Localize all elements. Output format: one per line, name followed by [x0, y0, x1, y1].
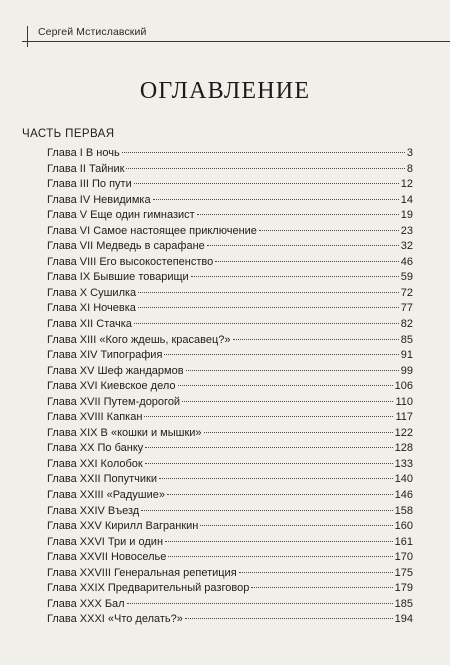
toc-entry-title: Глава VIII Его высокостепенство — [47, 255, 214, 268]
toc-entry-page: 3 — [406, 147, 413, 159]
toc-dot-leader — [204, 432, 393, 433]
toc-entry-title: Глава II Тайник — [47, 162, 125, 175]
toc-entry-page: 19 — [400, 209, 413, 222]
toc-entry-title: Глава VI Самое настоящее приключение — [47, 224, 257, 237]
toc-entry — [47, 472, 413, 488]
toc-entry — [47, 193, 413, 209]
toc-entry-title: Глава X Сушилка — [47, 286, 137, 299]
toc-entry-page: 185 — [394, 597, 413, 610]
toc-entry — [47, 566, 413, 582]
toc-dot-leader — [191, 276, 399, 277]
toc-entry-page: 72 — [400, 286, 413, 299]
toc-dot-leader — [127, 603, 393, 604]
toc-entry-page: 194 — [394, 613, 413, 626]
toc-dot-leader — [134, 323, 399, 324]
toc-entry-page: 122 — [394, 426, 413, 439]
toc-entry-title: Глава XV Шеф жандармов — [47, 364, 184, 377]
toc-entry — [47, 177, 413, 193]
toc-entry-title: Глава XXIII «Радушие» — [47, 489, 165, 502]
toc-entry — [47, 208, 413, 224]
toc-entry — [47, 519, 413, 535]
toc-entry-title: Глава XXVIII Генеральная репетиция — [47, 566, 237, 579]
toc-dot-leader — [134, 183, 399, 184]
toc-dot-leader — [185, 618, 393, 619]
toc-entry-page: 12 — [400, 178, 413, 191]
toc-entry — [47, 333, 413, 349]
toc-dot-leader — [126, 168, 404, 169]
toc-entry-title: Глава III По пути — [47, 178, 132, 191]
toc-entry-page: 23 — [400, 224, 413, 237]
toc-entry-title: Глава XXXI «Что делать?» — [47, 613, 183, 626]
toc-entry-page: 161 — [394, 535, 413, 548]
toc-entry — [47, 348, 413, 364]
toc-entry-title: Глава I В ночь — [47, 147, 120, 159]
toc-entry-title: Глава XXIV Въезд — [47, 504, 140, 517]
toc-entry-page: 14 — [400, 193, 413, 206]
toc-entry-title: Глава XIX В «кошки и мышки» — [47, 426, 202, 439]
header-corner-mark — [27, 26, 28, 47]
toc-entry — [47, 488, 413, 504]
toc-entry-page: 77 — [400, 302, 413, 315]
toc-dot-leader — [186, 370, 399, 371]
toc-entry-page: 117 — [395, 411, 413, 424]
toc-entry-page: 175 — [394, 566, 413, 579]
toc-entry-page: 160 — [394, 520, 413, 533]
toc-dot-leader — [200, 525, 392, 526]
header-corner-tick — [22, 41, 38, 42]
toc-entry — [47, 410, 413, 426]
toc-entry-page: 133 — [394, 457, 413, 470]
toc-entry-page: 110 — [395, 395, 413, 408]
toc-entry-title: Глава XVI Киевское дело — [47, 380, 176, 393]
toc-entry — [47, 426, 413, 442]
toc-entry-title: Глава XXX Бал — [47, 597, 125, 610]
toc-entry — [47, 379, 413, 395]
toc-entry — [47, 224, 413, 240]
toc-entry-title: Глава VII Медведь в сарафане — [47, 240, 205, 253]
toc-dot-leader — [122, 152, 405, 153]
toc-entry-page: 158 — [394, 504, 413, 517]
toc-entry-title: Глава XIII «Кого ждешь, красавец?» — [47, 333, 231, 346]
toc-entry-title: Глава XXIX Предварительный разговор — [47, 582, 250, 595]
toc-entry-page: 91 — [400, 349, 413, 362]
toc-entry-title: Глава XIV Типография — [47, 349, 163, 362]
toc-entry — [47, 286, 413, 302]
toc-entry-title: Глава XVIII Капкан — [47, 411, 143, 424]
toc-dot-leader — [259, 230, 399, 231]
toc-entry-title: Глава XVII Путем-дорогой — [47, 395, 181, 408]
toc-dot-leader — [182, 401, 393, 402]
part-title: ЧАСТЬ ПЕРВАЯ — [22, 128, 115, 140]
toc-entry-title: Глава XXV Кирилл Вагранкин — [47, 520, 199, 533]
toc-entry — [47, 239, 413, 255]
toc-entry-title: Глава XII Стачка — [47, 318, 132, 331]
toc-entry-page: 82 — [400, 318, 413, 331]
table-of-contents — [47, 146, 413, 628]
toc-entry-title: Глава XXII Попутчики — [47, 473, 157, 486]
running-header — [0, 0, 450, 60]
toc-dot-leader — [165, 541, 393, 542]
toc-dot-leader — [239, 572, 393, 573]
toc-entry — [47, 550, 413, 566]
toc-entry-title: Глава IX Бывшие товарищи — [47, 271, 189, 284]
toc-dot-leader — [141, 510, 392, 511]
toc-entry-title: Глава XI Ночевка — [47, 302, 136, 315]
toc-entry — [47, 270, 413, 286]
toc-dot-leader — [251, 587, 392, 588]
toc-entry-page: 146 — [394, 489, 413, 502]
toc-dot-leader — [207, 245, 399, 246]
toc-entry — [47, 162, 413, 178]
toc-entry-page: 99 — [400, 364, 413, 377]
toc-dot-leader — [144, 416, 393, 417]
toc-entry-page: 8 — [406, 162, 413, 175]
toc-dot-leader — [138, 307, 399, 308]
toc-entry-page: 85 — [400, 333, 413, 346]
toc-dot-leader — [197, 214, 399, 215]
header-rule — [38, 41, 450, 42]
page-title: ОГЛАВЛЕНИЕ — [139, 78, 311, 104]
toc-entry-title: Глава XXI Колобок — [47, 457, 143, 470]
toc-dot-leader — [145, 447, 392, 448]
toc-entry-title: Глава XX По банку — [47, 442, 144, 455]
toc-entry — [47, 581, 413, 597]
toc-dot-leader — [164, 354, 398, 355]
toc-entry-page: 46 — [400, 255, 413, 268]
toc-entry — [47, 301, 413, 317]
toc-entry — [47, 441, 413, 457]
author-name: Сергей Мстиславский — [38, 26, 147, 38]
toc-dot-leader — [145, 463, 393, 464]
toc-dot-leader — [167, 494, 393, 495]
toc-entry-page: 32 — [400, 240, 413, 253]
toc-entry-title: Глава IV Невидимка — [47, 193, 151, 206]
toc-entry — [47, 317, 413, 333]
toc-entry-title: Глава XXVI Три и один — [47, 535, 164, 548]
toc-dot-leader — [233, 339, 399, 340]
toc-dot-leader — [215, 261, 399, 262]
toc-entry — [47, 597, 413, 613]
toc-entry-page: 140 — [394, 473, 413, 486]
toc-entry — [47, 364, 413, 380]
toc-entry — [47, 504, 413, 520]
toc-entry — [47, 146, 413, 162]
toc-dot-leader — [168, 556, 392, 557]
toc-dot-leader — [159, 478, 393, 479]
toc-entry — [47, 395, 413, 411]
toc-entry-page: 106 — [394, 380, 413, 393]
toc-dot-leader — [178, 385, 393, 386]
toc-entry-title: Глава V Еще один гимназист — [47, 209, 195, 222]
toc-entry-title: Глава XXVII Новоселье — [47, 551, 167, 564]
toc-entry — [47, 612, 413, 628]
toc-entry-page: 179 — [394, 582, 413, 595]
toc-entry — [47, 457, 413, 473]
toc-entry — [47, 255, 413, 271]
toc-entry-page: 59 — [400, 271, 413, 284]
toc-dot-leader — [138, 292, 399, 293]
toc-entry — [47, 535, 413, 551]
toc-entry-page: 170 — [394, 551, 413, 564]
toc-entry-page: 128 — [394, 442, 413, 455]
toc-dot-leader — [153, 199, 399, 200]
